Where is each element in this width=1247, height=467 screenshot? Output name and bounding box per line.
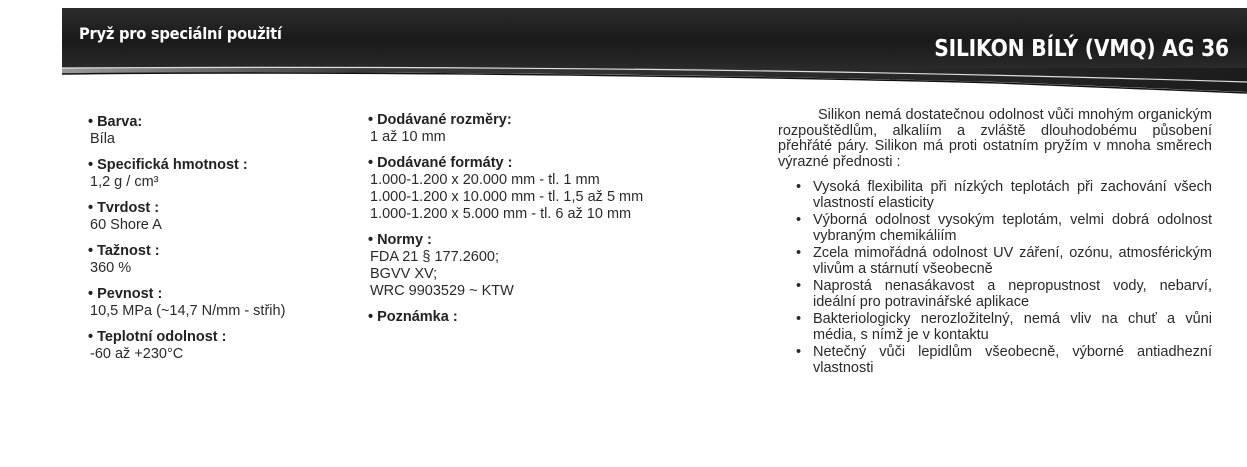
description-column bbox=[778, 108, 1212, 378]
bullet-icon: • bbox=[796, 344, 802, 361]
description-intro: Silikon nemá dostatečnou odolnost vůči mnohým organickým rozpouštědlům, alkaliím a zvláště dlouhodobému působení přehřáté páry. Silikon má proti ostatním pryžím v mnoha směrech výrazné přednosti : bbox=[778, 107, 1212, 170]
list-item-text: Bakteriologicky nerozložitelný, nemá vliv na chuť a vůni média, s nímž je v kontaktu bbox=[813, 311, 1212, 343]
spec-label: • Dodávané rozměry: bbox=[368, 112, 768, 129]
bullet-icon: • bbox=[796, 311, 802, 328]
spec-label: • Barva: bbox=[88, 114, 358, 131]
spec-value: BGVV XV; bbox=[370, 266, 438, 282]
spec-value: 360 % bbox=[90, 260, 132, 276]
bullet-icon: • bbox=[796, 212, 802, 229]
list-item bbox=[796, 213, 1212, 244]
list-item-text: Naprostá nenasákavost a nepropustnost vody, nebarví, ideální pro potravinářské aplikace bbox=[813, 278, 1212, 310]
advantages-list bbox=[778, 180, 1212, 376]
spec-value: 1.000-1.200 x 5.000 mm - tl. 6 až 10 mm bbox=[370, 206, 632, 222]
spec-value: 1.000-1.200 x 10.000 mm - tl. 1,5 až 5 mm bbox=[370, 189, 644, 205]
list-item bbox=[796, 180, 1212, 211]
category-title: Pryž pro speciální použití bbox=[79, 24, 282, 43]
spec-value: WRC 9903529 ~ KTW bbox=[370, 283, 514, 299]
spec-formats bbox=[368, 155, 768, 223]
spec-value: 1 až 10 mm bbox=[370, 129, 446, 145]
specs-left-column bbox=[88, 114, 358, 372]
spec-density bbox=[88, 157, 358, 191]
spec-temperature bbox=[88, 329, 358, 363]
list-item bbox=[796, 345, 1212, 376]
spec-label: • Normy : bbox=[368, 232, 768, 249]
spec-color bbox=[88, 114, 358, 148]
spec-dimensions bbox=[368, 112, 768, 146]
bullet-icon: • bbox=[796, 245, 802, 262]
spec-value: Bíla bbox=[90, 131, 115, 147]
spec-label: • Dodávané formáty : bbox=[368, 155, 768, 172]
spec-value: FDA 21 § 177.2600; bbox=[370, 249, 499, 265]
spec-label: • Pevnost : bbox=[88, 286, 358, 303]
bullet-icon: • bbox=[796, 179, 802, 196]
spec-label: • Tažnost : bbox=[88, 243, 358, 260]
spec-hardness bbox=[88, 200, 358, 234]
spec-value: 1,2 g / cm³ bbox=[90, 174, 159, 190]
spec-label: • Poznámka : bbox=[368, 309, 768, 326]
spec-standards bbox=[368, 232, 768, 300]
spec-value: -60 až +230°C bbox=[90, 346, 184, 362]
list-item bbox=[796, 246, 1212, 277]
product-title: SILIKON BÍLÝ (VMQ) AG 36 bbox=[934, 36, 1229, 62]
spec-value: 10,5 MPa (~14,7 N/mm - střih) bbox=[90, 303, 286, 319]
spec-value: 60 Shore A bbox=[90, 217, 162, 233]
spec-value: 1.000-1.200 x 20.000 mm - tl. 1 mm bbox=[370, 172, 600, 188]
list-item bbox=[796, 279, 1212, 310]
spec-label: • Teplotní odolnost : bbox=[88, 329, 358, 346]
spec-strength bbox=[88, 286, 358, 320]
list-item-text: Vysoká flexibilita při nízkých teplotách při zachování všech vlastností elasticity bbox=[813, 179, 1212, 211]
spec-label: • Tvrdost : bbox=[88, 200, 358, 217]
list-item-text: Netečný vůči lepidlům všeobecně, výborné antiadhezní vlastnosti bbox=[813, 344, 1212, 376]
spec-label: • Specifická hmotnost : bbox=[88, 157, 358, 174]
list-item bbox=[796, 312, 1212, 343]
list-item-text: Výborná odolnost vysokým teplotám, velmi dobrá odolnost vybraným chemikáliím bbox=[813, 212, 1212, 244]
spec-elongation bbox=[88, 243, 358, 277]
spec-note bbox=[368, 309, 768, 326]
specs-middle-column bbox=[368, 112, 768, 335]
bullet-icon: • bbox=[796, 278, 802, 295]
list-item-text: Zcela mimořádná odolnost UV záření, ozónu, atmosférickým vlivům a stárnutí všeobecně bbox=[813, 245, 1212, 277]
